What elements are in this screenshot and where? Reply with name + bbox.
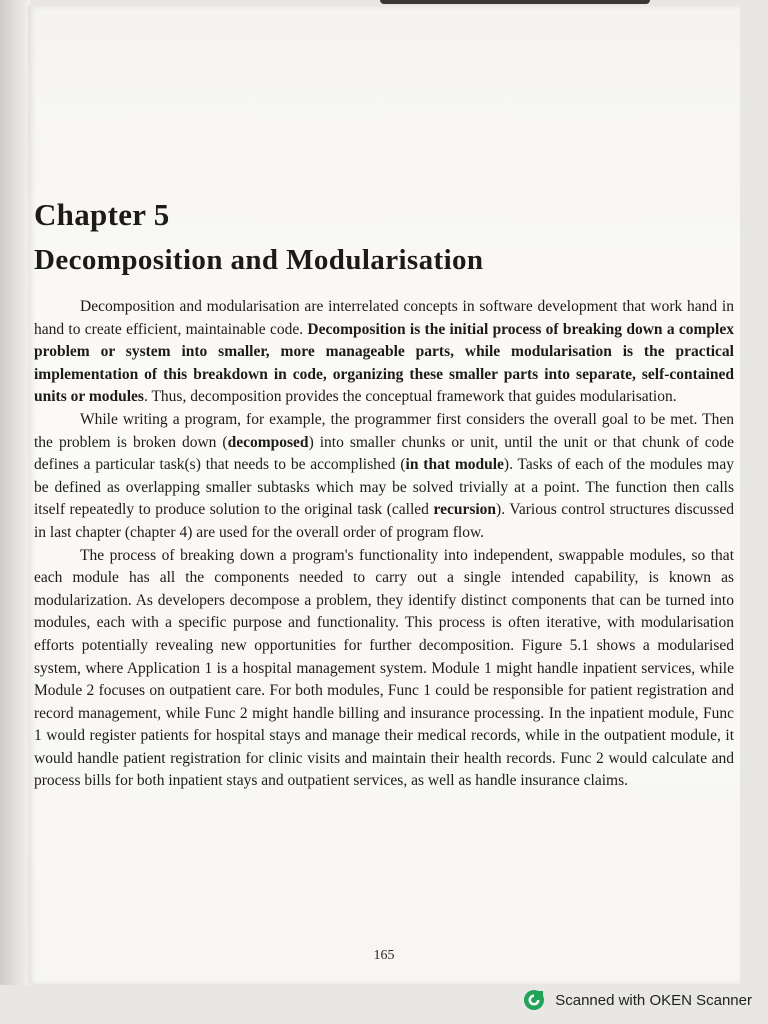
bold-text-run: Decomposition is the initial process of breaking down a complex problem or system into smaller, more manageable parts, while modularisation is the practical implementation of this breakdown in code, organizing these smaller parts into separate, self-contained units or modules: [34, 320, 734, 406]
body-paragraph: [34, 296, 734, 409]
text-run: ) into smaller chunks or unit, until the unit or that chunk of code defines a particular task(s) that needs to be accomplished (: [34, 433, 734, 474]
page-top-shadow: [380, 0, 650, 4]
page-content: [34, 196, 734, 793]
text-run: ). Various control structures discussed in last chapter (chapter 4) are used for the overall order of program flow.: [34, 501, 734, 541]
bold-text-run: in that module: [405, 456, 504, 474]
page-number: 165: [373, 948, 395, 963]
chapter-label: Chapter 5: [34, 197, 170, 232]
book-page: [28, 6, 740, 984]
bold-text-run: recursion: [433, 501, 497, 519]
bold-text-run: decomposed: [227, 433, 309, 451]
book-spine: [0, 0, 30, 985]
text-run: While writing a program, for example, the programmer first considers the overall goal to be met. Then the problem is broken down (: [34, 410, 734, 451]
scanner-watermark: [523, 988, 752, 1012]
chapter-title: Decomposition and Modularisation: [34, 244, 484, 276]
text-run: Decomposition and modularisation are interrelated concepts in software development that work hand in hand to create efficient, maintainable code.: [34, 298, 734, 338]
body-paragraph: [34, 545, 734, 794]
oken-logo-icon: [523, 989, 545, 1011]
text-run: The process of breaking down a program's functionality into independent, swappable modules, so that each module has all the components needed to carry out a single intended capability, is known as modularization. As developers decompose a problem, they identify distinct components that can be turned into modules, each with a specific purpose and functionality. This process is often iterative, with modularisation efforts potentially revealing new opportunities for further decomposition. Figure 5.1 shows a modularised system, where Application 1 is a hospital management system. Module 1 might handle inpatient services, while Module 2 focuses on outpatient care. For both modules, Func 1 could be responsible for patient registration and record management, while Func 2 might handle billing and insurance processing. In the inpatient module, Func 1 would register patients for hospital stays and manage their medical records, while in the outpatient module, it would handle patient registration for clinic visits and maintain their health records. Func 2 would calculate and process bills for both inpatient stays and outpatient services, as well as handle insurance claims.: [34, 546, 734, 790]
text-run: . Thus, decomposition provides the conceptual framework that guides modularisation.: [143, 388, 677, 406]
scanner-label: Scanned with OKEN Scanner: [555, 991, 752, 1009]
text-run: ). Tasks of each of the modules may be defined as overlapping smaller subtasks which may be solved trivially at a point. The function then calls itself repeatedly to produce solution to the original task (called: [34, 456, 734, 519]
body-text: [34, 296, 734, 793]
body-paragraph: [34, 409, 734, 545]
